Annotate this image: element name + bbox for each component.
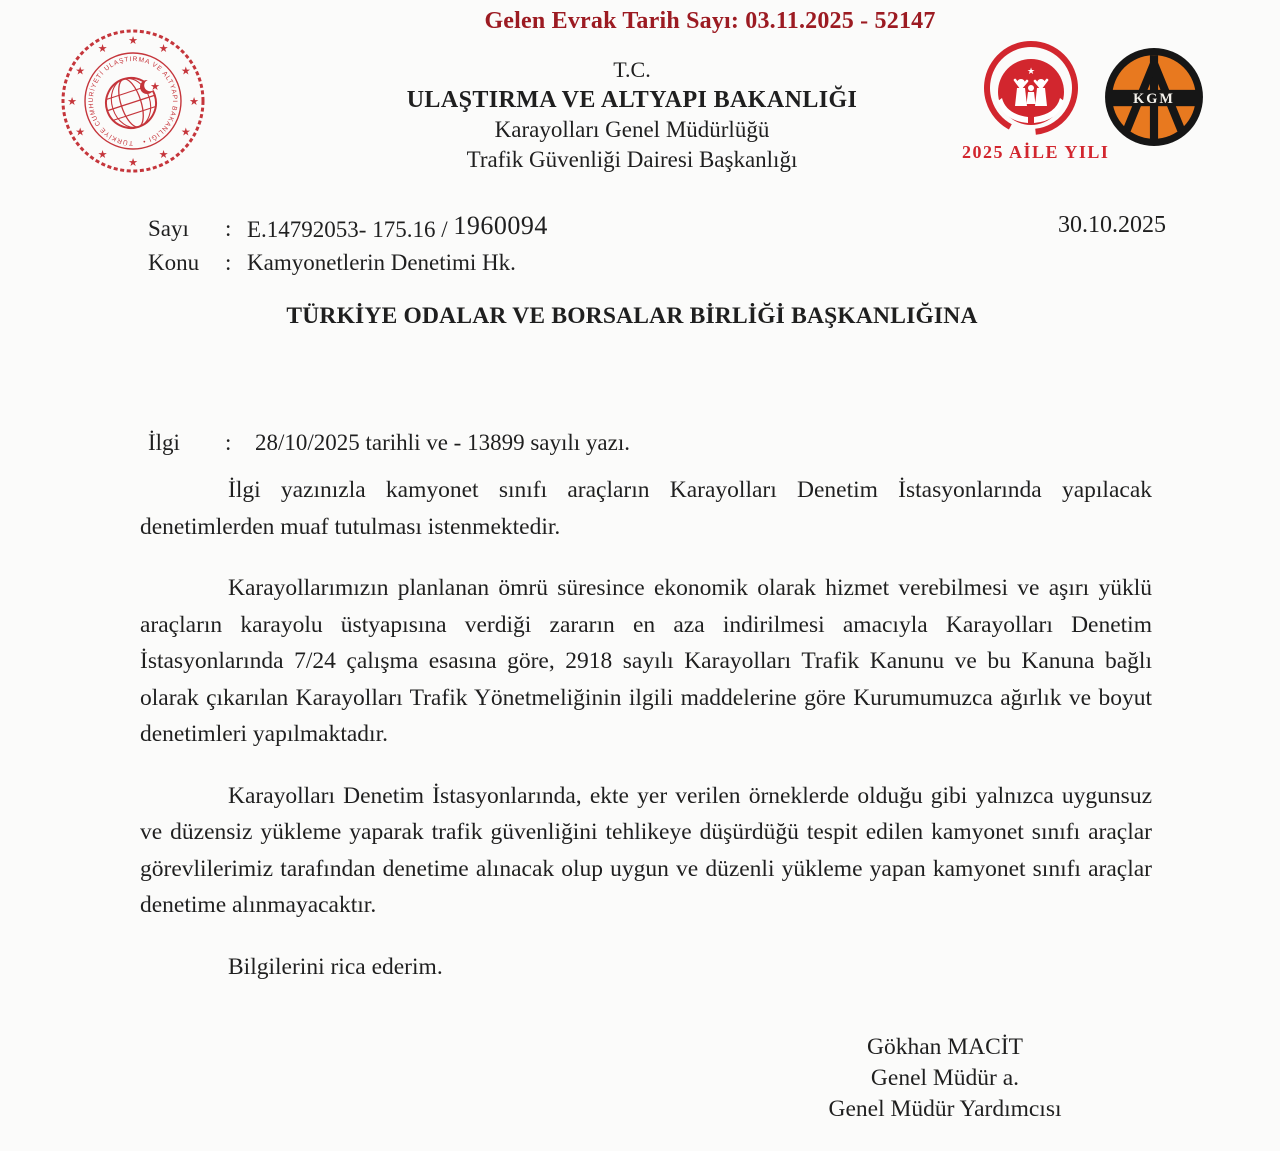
svg-text:★: ★ [1034, 60, 1040, 67]
svg-text:★: ★ [158, 42, 169, 56]
sayi-value: E.14792053- 175.16 / 1960094 [247, 211, 548, 242]
sayi-row [148, 212, 548, 246]
svg-text:★: ★ [189, 95, 199, 108]
svg-text:★: ★ [67, 95, 77, 108]
svg-text:★: ★ [97, 42, 108, 56]
svg-text:★: ★ [180, 64, 191, 78]
closing-line: Bilgilerini rica ederim. [228, 953, 443, 980]
konu-label: Konu [148, 250, 200, 275]
konu-value: Kamyonetlerin Denetimi Hk. [247, 250, 516, 275]
sayi-label: Sayı [148, 216, 189, 241]
svg-text:★: ★ [158, 147, 169, 161]
svg-text:★: ★ [180, 125, 191, 139]
letter-body [140, 472, 1152, 1010]
document-date: 30.10.2025 [1058, 212, 1166, 238]
letterhead-department: Trafik Güvenliği Dairesi Başkanlığı [466, 147, 798, 172]
ilgi-value: 28/10/2025 tarihli ve - 13899 sayılı yazı. [255, 430, 630, 455]
konu-row [148, 246, 548, 279]
signer-name: Gökhan MACİT [867, 1034, 1023, 1060]
reference-row [148, 430, 630, 456]
ilgi-label: İlgi [148, 430, 180, 455]
svg-text:★: ★ [1026, 67, 1036, 77]
incoming-document-stamp: Gelen Evrak Tarih Sayı: 03.11.2025 - 52147 [484, 8, 936, 34]
svg-text:★: ★ [97, 147, 108, 161]
svg-text:★: ★ [150, 80, 160, 93]
paragraph-1: İlgi yazınızla kamyonet sınıfı araçların Karayolları Denetim İstasyonlarında yapılacak denetimlerden muaf tutulması istenmektedir. [140, 477, 1152, 540]
document-meta [148, 212, 548, 279]
svg-text:★: ★ [128, 156, 138, 169]
letterhead-ministry: ULAŞTIRMA VE ALTYAPI BAKANLIĞI [406, 87, 858, 113]
konu-colon: : [225, 250, 232, 275]
sayi-stamp-number: 1960094 [453, 211, 548, 240]
signer-title-2: Genel Müdür Yardımcısı [828, 1096, 1062, 1122]
kgm-label: KGM [1133, 91, 1175, 108]
paragraph-2: Karayollarımızın planlanan ömrü süresince ekonomik olarak hizmet verebilmesi ve aşırı yüklü araçların karayolu üstyapısına verdiği zararın en aza indirilmesi amacıyla Karayolları Denetim İstasyonlarında 7/24 çalışma esasına göre, 2918 sayılı Karayolları Trafik Kanunu ve bu Kanuna bağlı olarak çıkarılan Karayolları Trafik Yönetmeliğinin ilgili maddelerine göre Kurumumuzca ağırlık ve boyut denetimleri yapılmaktadır. [140, 575, 1152, 747]
paragraph-3: Karayolları Denetim İstasyonlarında, ekte yer verilen örneklerde olduğu gibi yalnızca uygunsuz ve düzensiz yükleme yaparak trafik güvenliğini tehlikeye düşürdüğü tespit edilen kamyonet sınıfı araçlar görevlilerimiz tarafından denetime alınacak olup uygun ve düzenli yükleme yapan kamyonet sınıfı araçlar denetime alınmayacaktır. [140, 782, 1152, 918]
aile-yili-caption: 2025 AİLE YILI [962, 142, 1110, 162]
letterhead-tc: T.C. [613, 57, 651, 82]
svg-text:★: ★ [75, 125, 86, 139]
seal-ring-text: TÜRKİYE CUMHURİYETİ ULAŞTIRMA VE ALTYAPI BAKANLIĞI • [87, 55, 179, 147]
kgm-logo-icon [1103, 46, 1205, 148]
addressee-line: TÜRKİYE ODALAR VE BORSALAR BİRLİĞİ BAŞKANLIĞINA [286, 303, 978, 329]
sayi-colon: : [225, 216, 232, 241]
signature-block [780, 1032, 1110, 1125]
signer-title-1: Genel Müdür a. [870, 1065, 1020, 1091]
family-year-emblem-icon [965, 36, 1097, 140]
svg-text:★: ★ [75, 64, 86, 78]
svg-text:★: ★ [128, 34, 138, 47]
letterhead-directorate: Karayolları Genel Müdürlüğü [494, 117, 770, 142]
ilgi-colon: : [225, 430, 232, 455]
aile-yili-logo [962, 36, 1110, 163]
